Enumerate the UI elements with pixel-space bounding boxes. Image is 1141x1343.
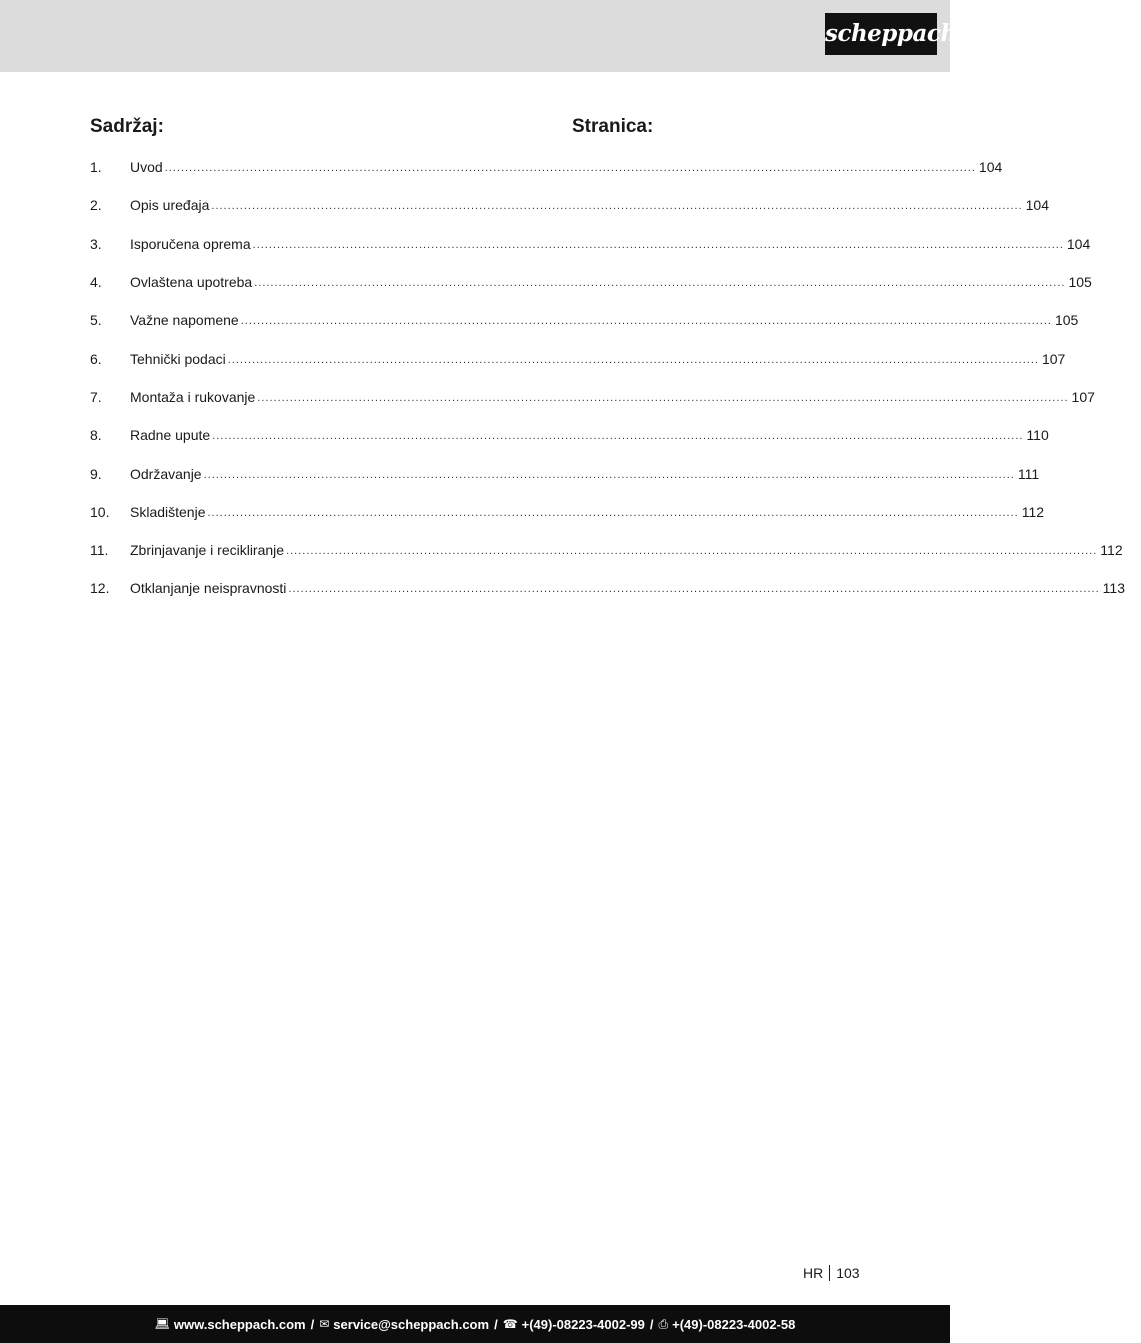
- fax-icon: ⎙︎: [658, 1316, 669, 1331]
- toc-dot-leader: ........................................................................................................................................................................................................: [207, 506, 1019, 519]
- toc-dot-leader: ........................................................................................................................................................................................................: [240, 315, 1052, 328]
- toc-entry-number: 4.: [90, 274, 102, 291]
- scheppach-logo: scheppach: [825, 13, 937, 55]
- toc-entry[interactable]: [90, 416, 1049, 454]
- toc-entry-page: 112: [1100, 542, 1123, 559]
- toc-entry[interactable]: [90, 493, 1045, 531]
- toc-entry-page: 105: [1054, 312, 1079, 329]
- toc-entry-title: Skladištenje: [130, 503, 206, 520]
- email-icon: ✉︎: [319, 1317, 330, 1331]
- toc-entry[interactable]: [90, 454, 1040, 492]
- email-link[interactable]: service@scheppach.com: [333, 1316, 490, 1332]
- toc-entry-number: 8.: [90, 427, 102, 444]
- contact-bar: [0, 1305, 950, 1343]
- toc-entry-page: 107: [1071, 388, 1095, 405]
- computer-icon: 💻︎: [154, 1317, 170, 1331]
- toc-entry[interactable]: [90, 339, 1066, 377]
- toc-dot-leader: ........................................................................................................................................................................................................: [203, 468, 1015, 481]
- toc-entry-page: 113: [1102, 580, 1125, 597]
- toc-entry-page: 104: [978, 159, 1003, 176]
- page-number-value: 103: [836, 1265, 860, 1281]
- toc-entry-title: Važne napomene: [130, 312, 239, 329]
- toc-entry[interactable]: [90, 148, 1003, 186]
- toc-entry-title: Otklanjanje neispravnosti: [130, 580, 287, 597]
- toc-entry-title: Ovlaštena upotreba: [130, 274, 253, 291]
- phone-icon: ☎︎: [502, 1317, 518, 1331]
- phone-number: +(49)-08223-4002-99: [521, 1316, 645, 1332]
- header-band: [0, 0, 950, 72]
- toc-entry-title: Uvod: [130, 159, 163, 176]
- toc-entry-title: Održavanje: [130, 465, 202, 482]
- toc-dot-leader: ........................................................................................................................................................................................................: [286, 545, 1098, 558]
- toc-dot-leader: ........................................................................................................................................................................................................: [164, 162, 976, 175]
- toc-entry[interactable]: [90, 569, 1125, 607]
- toc-entry-title: Isporučena oprema: [130, 235, 251, 252]
- toc-entry-number: 3.: [90, 235, 102, 252]
- toc-entry-number: 5.: [90, 312, 102, 329]
- toc-dot-leader: ........................................................................................................................................................................................................: [252, 238, 1064, 251]
- toc-entry-number: 2.: [90, 197, 102, 214]
- toc-entry-title: Radne upute: [130, 427, 211, 444]
- toc-entry[interactable]: [90, 378, 1095, 416]
- toc-entry[interactable]: [90, 531, 1123, 569]
- toc-dot-leader: ........................................................................................................................................................................................................: [212, 430, 1024, 443]
- toc-entry-title: Opis uređaja: [130, 197, 210, 214]
- separator: /: [494, 1316, 498, 1332]
- toc-entry-title: Montaža i rukovanje: [130, 388, 256, 405]
- toc-entry-page: 104: [1066, 235, 1091, 252]
- separator: /: [649, 1316, 654, 1332]
- toc-heading: Sadržaj:: [90, 116, 164, 137]
- toc-entry[interactable]: [90, 263, 1092, 301]
- toc-entry-number: 12.: [90, 580, 110, 597]
- toc-entry-number: 1.: [90, 159, 102, 176]
- toc-dot-leader: ........................................................................................................................................................................................................: [254, 277, 1066, 290]
- toc-dot-leader: ........................................................................................................................................................................................................: [211, 200, 1023, 213]
- fax-number: +(49)-08223-4002-58: [672, 1316, 796, 1332]
- website-link[interactable]: www.scheppach.com: [173, 1316, 306, 1332]
- toc-entry-page: 104: [1025, 197, 1049, 214]
- page-number-divider: [829, 1265, 830, 1281]
- toc-dot-leader: ........................................................................................................................................................................................................: [257, 391, 1069, 404]
- toc-entry-page: 105: [1068, 274, 1092, 291]
- toc-entry[interactable]: [90, 301, 1079, 339]
- toc-entry-page: 110: [1026, 427, 1049, 444]
- toc-dot-leader: ........................................................................................................................................................................................................: [288, 583, 1100, 596]
- toc-entry-page: 111: [1017, 465, 1040, 482]
- toc-entry-title: Tehnički podaci: [130, 350, 226, 367]
- toc-entry-number: 6.: [90, 350, 102, 367]
- toc-entry-number: 9.: [90, 465, 102, 482]
- toc-entry[interactable]: [90, 225, 1091, 263]
- toc-entry-number: 11.: [90, 542, 109, 559]
- page-column-heading: Stranica:: [572, 116, 654, 137]
- toc-entry-title: Zbrinjavanje i recikliranje: [130, 542, 285, 559]
- toc-entry-page: 107: [1041, 350, 1066, 367]
- page-number: [803, 1265, 860, 1281]
- toc-entry-number: 10.: [90, 503, 110, 520]
- toc-entry-page: 112: [1021, 503, 1045, 520]
- toc-dot-leader: ........................................................................................................................................................................................................: [227, 353, 1039, 366]
- toc-entry-number: 7.: [90, 388, 102, 405]
- separator: /: [310, 1316, 315, 1332]
- language-code: HR: [803, 1265, 824, 1281]
- table-of-contents: [90, 148, 1125, 608]
- toc-entry[interactable]: [90, 186, 1049, 224]
